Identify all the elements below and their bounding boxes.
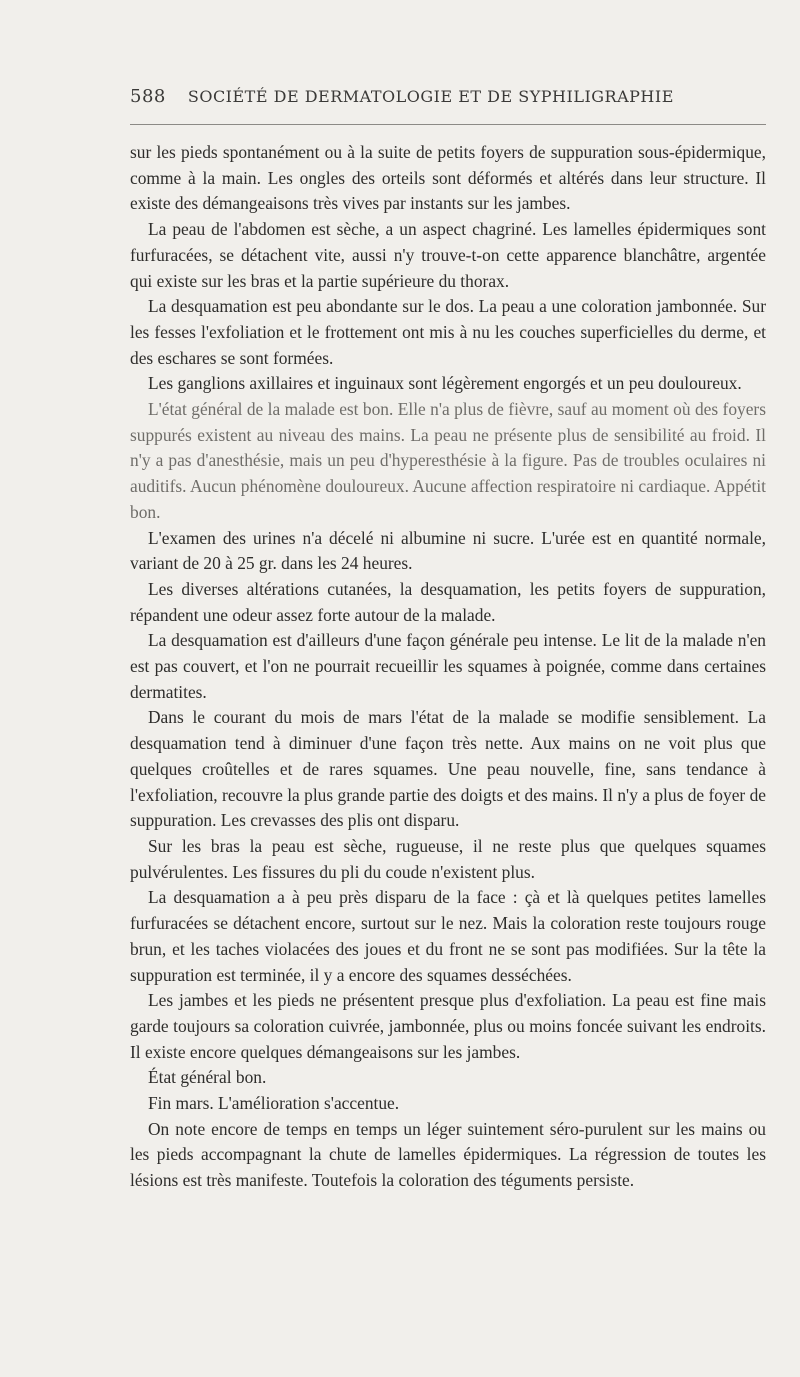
paragraph: La desquamation est d'ailleurs d'une façon générale peu intense. Le lit de la malade n'en est pas couvert, et l'on ne pourrait recueillir les squames à poignée, comme dans certaines dermatites.: [130, 630, 766, 702]
paragraph: État général bon.: [148, 1067, 267, 1088]
paragraph: sur les pieds spontanément ou à la suite de petits foyers de suppuration sous-épidermique, comme à la main. Les ongles des orteils sont déformés et altérés dans leur structure. Il existe des démangeaisons très vives par instants sur les jambes.: [130, 142, 766, 214]
paragraph: Les ganglions axillaires et inguinaux sont légèrement engorgés et un peu douloureux.: [148, 373, 742, 394]
body-text: [130, 140, 766, 1194]
paragraph: L'état général de la malade est bon. Elle n'a plus de fièvre, sauf au moment où des foyers suppurés existent au niveau des mains. La peau ne présente plus de sensibilité au froid. Il n'y a pas d'anesthésie, mais un peu d'hyperesthésie à la figure. Pas de troubles oculaires ni auditifs. Aucun phénomène douloureux. Aucune affection respiratoire ni cardiaque. Appétit bon.: [130, 399, 766, 522]
paragraph: Sur les bras la peau est sèche, rugueuse, il ne reste plus que quelques squames pulvérulentes. Les fissures du pli du coude n'existent plus.: [130, 835, 766, 882]
paragraph: Les diverses altérations cutanées, la desquamation, les petits foyers de suppuration, répandent une odeur assez forte autour de la malade.: [130, 578, 766, 625]
paragraph: Dans le courant du mois de mars l'état de la malade se modifie sensiblement. La desquamation tend à diminuer d'une façon très nette. Aux mains on ne voit plus que quelques croûtelles et de rares squames. Une peau nouvelle, fine, sans tendance à l'exfoliation, recouvre la plus grande partie des doigts et des mains. Il n'y a plus de foyer de suppuration. Les crevasses des plis ont disparu.: [130, 707, 766, 831]
header-rule: [130, 124, 766, 125]
paragraph: La desquamation a à peu près disparu de la face : çà et là quelques petites lamelles furfuracées se détachent encore, surtout sur le nez. Mais la coloration reste toujours rouge brun, et les taches violacées des joues et du front ne se sont pas modifiées. Sur la tête la suppuration est terminée, il y a encore des squames desséchées.: [130, 887, 766, 985]
paragraph: Les jambes et les pieds ne présentent presque plus d'exfoliation. La peau est fine mais garde toujours sa coloration cuivrée, jambonnée, plus ou moins foncée suivant les endroits. Il existe encore quelques démangeaisons sur les jambes.: [130, 990, 766, 1062]
paragraph: La peau de l'abdomen est sèche, a un aspect chagriné. Les lamelles épidermiques sont furfuracées, se détachent vite, aussi n'y trouve-t-on cette apparence blanchâtre, argentée qui existe sur les bras et la partie supérieure du thorax.: [130, 219, 766, 291]
paragraph: L'examen des urines n'a décelé ni albumine ni sucre. L'urée est en quantité normale, variant de 20 à 25 gr. dans les 24 heures.: [130, 527, 766, 574]
paragraph: On note encore de temps en temps un léger suintement séro-purulent sur les mains ou les pieds accompagnant la chute de lamelles épidermiques. La régression de toutes les lésions est très manifeste. Toutefois la coloration des téguments persiste.: [130, 1118, 766, 1191]
page-number: 588: [130, 86, 166, 107]
paragraph: Fin mars. L'amélioration s'accentue.: [148, 1093, 400, 1114]
paragraph: La desquamation est peu abondante sur le dos. La peau a une coloration jambonnée. Sur les fesses l'exfoliation et le frottement ont mis à nu les couches superficielles du derme, et des eschares se sont formées.: [130, 296, 766, 368]
running-header: [130, 86, 766, 107]
running-title: SOCIÉTÉ DE DERMATOLOGIE ET DE SYPHILIGRAPHIE: [187, 87, 674, 106]
